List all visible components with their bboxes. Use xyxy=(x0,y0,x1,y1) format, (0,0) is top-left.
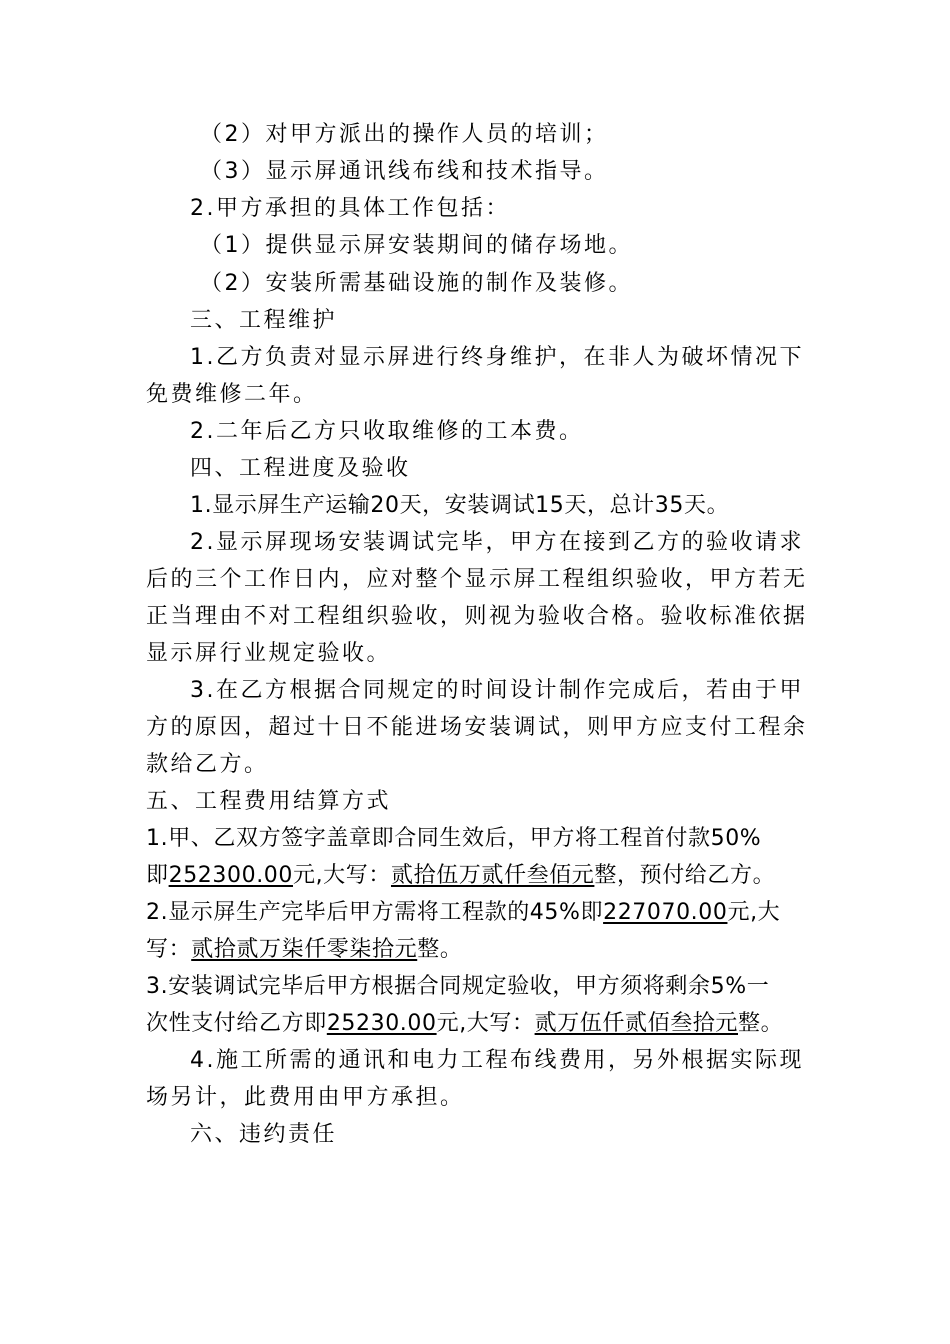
text-line: 1.乙方负责对显示屏进行终身维护，在非人为破坏情况下 xyxy=(190,345,804,370)
section-heading: 五、工程费用结算方式 xyxy=(146,789,392,814)
text-line: 3.在乙方根据合同规定的时间设计制作完成后，若由于甲 xyxy=(190,678,804,703)
text-line: （1）提供显示屏安装期间的储存场地。 xyxy=(200,233,633,258)
text-line: 免费维修二年。 xyxy=(146,382,318,407)
payment-line-2 xyxy=(146,899,800,927)
payment-line-1 xyxy=(146,862,800,890)
payment-tail: 元,大 xyxy=(727,900,781,925)
text-line: （2）对甲方派出的操作人员的培训； xyxy=(200,122,609,147)
text-line: 场另计，此费用由甲方承担。 xyxy=(146,1085,465,1110)
payment-amount: 252300.00 xyxy=(168,863,293,888)
section-heading: 三、工程维护 xyxy=(190,308,338,333)
section-heading: 六、违约责任 xyxy=(190,1122,338,1147)
payment-suffix: 整。 xyxy=(417,937,463,962)
payment-prefix: 即 xyxy=(146,863,169,888)
section-heading: 四、工程进度及验收 xyxy=(190,456,411,481)
text-line: 款给乙方。 xyxy=(146,752,269,777)
text-line: 后的三个工作日内，应对整个显示屏工程组织验收，甲方若无 xyxy=(146,567,808,592)
payment-words: 贰拾贰万柒仟零柒拾元 xyxy=(191,937,418,962)
payment-amount: 227070.00 xyxy=(603,900,728,925)
payment-lead: 2.显示屏生产完毕后甲方需将工程款的45%即 xyxy=(146,900,604,925)
payment-suffix: 整。 xyxy=(738,1011,784,1036)
payment-prefix: 写： xyxy=(146,937,192,962)
payment-line-3 xyxy=(146,1010,800,1038)
payment-line-2b xyxy=(146,936,800,964)
text-line: 正当理由不对工程组织验收，则视为验收合格。验收标准依据 xyxy=(146,604,808,629)
payment-words: 贰拾伍万贰仟叁佰元 xyxy=(390,863,595,888)
payment-amount: 25230.00 xyxy=(326,1011,437,1036)
text-line: （2）安装所需基础设施的制作及装修。 xyxy=(200,271,633,296)
text-line: 3.安装调试完毕后甲方根据合同规定验收，甲方须将剩余5%一 xyxy=(146,974,770,999)
text-line: 1.甲、乙双方签字盖章即合同生效后，甲方将工程首付款50% xyxy=(146,826,762,851)
text-line: 4.施工所需的通讯和电力工程布线费用，另外根据实际现 xyxy=(190,1048,804,1073)
text-line: （3）显示屏通讯线布线和技术指导。 xyxy=(200,159,609,184)
text-line: 2.显示屏现场安装调试完毕，甲方在接到乙方的验收请求 xyxy=(190,530,804,555)
text-line: 显示屏行业规定验收。 xyxy=(146,641,392,666)
payment-suffix: 整，预付给乙方。 xyxy=(594,863,776,888)
payment-mid: 元,大写： xyxy=(292,863,391,888)
payment-words: 贰万伍仟贰佰叁拾元 xyxy=(534,1011,738,1036)
text-line: 1.显示屏生产运输20天，安装调试15天，总计35天。 xyxy=(190,493,730,518)
text-line: 2.甲方承担的具体工作包括： xyxy=(190,196,510,221)
text-line: 2.二年后乙方只收取维修的工本费。 xyxy=(190,419,584,444)
text-line: 方的原因，超过十日不能进场安装调试，则甲方应支付工程余 xyxy=(146,715,808,740)
payment-prefix: 次性支付给乙方即 xyxy=(146,1011,327,1036)
payment-mid: 元,大写： xyxy=(436,1011,535,1036)
